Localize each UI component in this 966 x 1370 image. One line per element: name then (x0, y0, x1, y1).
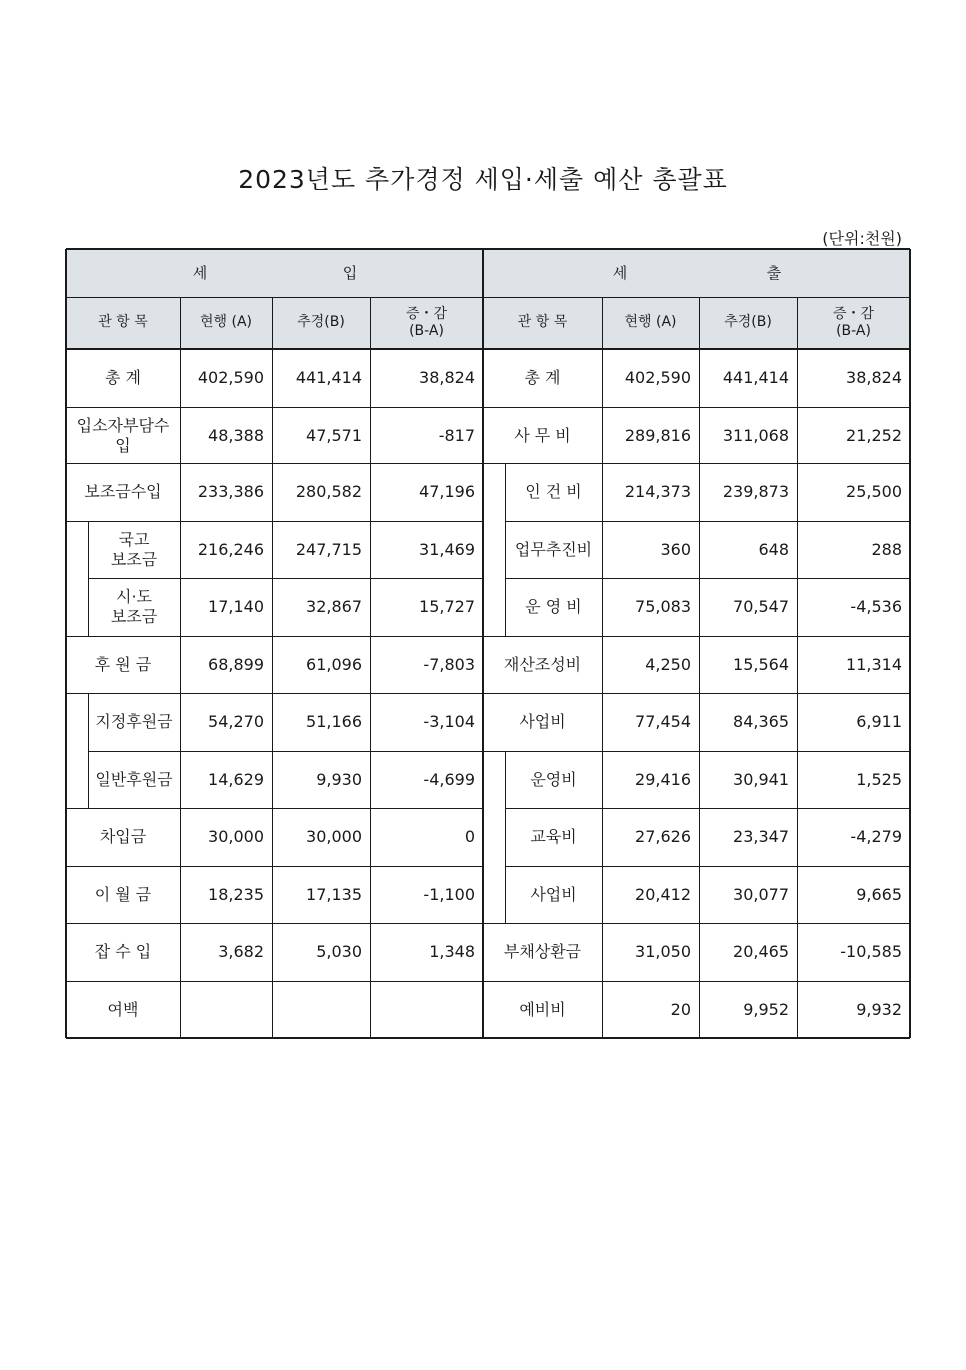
grid-line (180, 866, 483, 867)
expense-item-label: 사업비 (519, 711, 566, 731)
grid-line (483, 407, 602, 408)
revenue-item-label: 잡 수 입 (94, 941, 152, 961)
revenue-revised-value: 30,000 (306, 826, 362, 846)
revenue-diff-value: 15,727 (419, 596, 475, 616)
grid-line (602, 981, 910, 982)
expense-diff-value: -4,279 (850, 826, 902, 846)
unit-label: (단위:천원) (822, 229, 902, 248)
col-expense-revised: 추경(B) (724, 314, 772, 331)
expense-current-value: 29,416 (635, 769, 691, 789)
expense-diff-value: 11,314 (846, 654, 902, 674)
grid-line (602, 693, 910, 694)
revenue-item-label: 차입금 (99, 826, 147, 846)
grid-line (482, 249, 484, 1038)
grid-line (505, 866, 602, 867)
expense-revised-value: 441,414 (722, 367, 789, 387)
grid-line (602, 636, 910, 637)
expense-current-value: 75,083 (635, 596, 691, 616)
expense-item-label: 운 영 비 (525, 596, 582, 616)
revenue-diff-value: 1,348 (429, 941, 475, 961)
grid-line (370, 297, 371, 1038)
expense-current-value: 289,816 (624, 425, 691, 445)
grid-line (483, 923, 602, 924)
expense-diff-value: 21,252 (846, 425, 902, 445)
revenue-current-value: 30,000 (208, 826, 264, 846)
grid-line (483, 751, 602, 752)
revenue-revised-value: 5,030 (316, 941, 362, 961)
grid-line (66, 463, 180, 464)
expense-current-value: 4,250 (645, 654, 691, 674)
grid-line (180, 693, 483, 694)
grid-line (88, 751, 180, 752)
grid-line (602, 521, 910, 522)
grid-line (483, 693, 602, 694)
revenue-revised-value: 32,867 (306, 596, 362, 616)
expense-item-label: 사 무 비 (514, 425, 571, 445)
grid-line (180, 636, 483, 637)
revenue-item-label: 일반후원금 (95, 769, 173, 789)
expense-diff-value: 38,824 (846, 367, 902, 387)
grid-line (602, 751, 910, 752)
grid-line (180, 751, 483, 752)
expense-current-value: 20,412 (635, 884, 691, 904)
revenue-item-label: 여백 (107, 999, 139, 1019)
revenue-current-value: 14,629 (208, 769, 264, 789)
grid-line (602, 923, 910, 924)
revenue-revised-value: 441,414 (295, 367, 362, 387)
grid-line (180, 808, 483, 809)
expense-diff-value: 9,932 (856, 999, 902, 1019)
revenue-revised-value: 61,096 (306, 654, 362, 674)
expense-header-char-2: 출 (766, 263, 782, 282)
revenue-header-char-2: 입 (342, 263, 358, 282)
revenue-item-label: 총 계 (105, 367, 141, 387)
expense-header-char-1: 세 (612, 263, 628, 282)
revenue-current-value: 68,899 (208, 654, 264, 674)
revenue-item-label: 이 월 금 (94, 884, 152, 904)
col-expense-diff: 증・감 (B-A) (832, 305, 875, 339)
revenue-item-label: 시·도 보조금 (110, 586, 158, 626)
revenue-current-value (180, 981, 272, 1038)
page-title: 2023년도 추가경정 세입·세출 예산 총괄표 (238, 165, 728, 194)
expense-revised-value: 30,077 (733, 884, 789, 904)
col-revenue-revised: 추경(B) (297, 314, 345, 331)
grid-line (180, 578, 483, 579)
grid-line (66, 693, 180, 694)
revenue-diff-value (370, 981, 483, 1038)
expense-item-label: 예비비 (519, 999, 566, 1019)
revenue-item-label: 지정후원금 (95, 711, 173, 731)
col-revenue-diff: 증・감 (B-A) (405, 305, 448, 339)
revenue-diff-value: 0 (464, 826, 475, 846)
grid-line (483, 463, 602, 464)
revenue-revised-value: 247,715 (295, 539, 362, 559)
expense-item-label: 부채상환금 (503, 941, 582, 961)
grid-line (180, 297, 181, 1038)
expense-current-value: 77,454 (635, 711, 691, 731)
expense-item-label: 총 계 (524, 367, 561, 387)
grid-line (602, 297, 603, 1038)
grid-line (505, 751, 506, 923)
expense-item-label: 운영비 (530, 769, 577, 789)
grid-line (88, 578, 180, 579)
grid-line (66, 636, 180, 637)
expense-item-label: 업무추진비 (514, 539, 593, 559)
expense-item-label: 재산조성비 (503, 654, 582, 674)
revenue-diff-value: 31,469 (419, 539, 475, 559)
grid-line (66, 923, 180, 924)
grid-line (66, 981, 180, 982)
grid-line (602, 866, 910, 867)
revenue-current-value: 18,235 (208, 884, 264, 904)
grid-line (66, 348, 910, 350)
grid-line (180, 521, 483, 522)
expense-revised-value: 648 (758, 539, 789, 559)
col-revenue-item: 관 항 목 (98, 314, 148, 331)
grid-line (66, 407, 180, 408)
grid-line (602, 407, 910, 408)
grid-line (505, 808, 602, 809)
expense-current-value: 27,626 (635, 826, 691, 846)
revenue-current-value: 3,682 (218, 941, 264, 961)
grid-line (180, 923, 483, 924)
revenue-diff-value: -7,803 (423, 654, 475, 674)
expense-revised-value: 20,465 (733, 941, 789, 961)
revenue-item-label: 보조금수입 (84, 481, 162, 501)
revenue-revised-value (272, 981, 370, 1038)
revenue-item-label: 후 원 금 (94, 654, 152, 674)
expense-revised-value: 9,952 (743, 999, 789, 1019)
grid-line (66, 1037, 910, 1039)
grid-line (66, 808, 180, 809)
grid-line (483, 981, 602, 982)
expense-diff-value: 288 (871, 539, 902, 559)
expense-diff-value: -4,536 (850, 596, 902, 616)
grid-line (505, 463, 506, 636)
revenue-diff-value: -1,100 (423, 884, 475, 904)
grid-line (66, 521, 180, 522)
expense-revised-value: 23,347 (733, 826, 789, 846)
expense-diff-value: -10,585 (840, 941, 902, 961)
expense-revised-value: 311,068 (722, 425, 789, 445)
grid-line (505, 521, 602, 522)
col-expense-item: 관 항 목 (517, 314, 568, 331)
revenue-item-label: 입소자부담수 입 (76, 415, 170, 455)
revenue-current-value: 54,270 (208, 711, 264, 731)
grid-line (505, 578, 602, 579)
expense-item-label: 인 건 비 (525, 481, 582, 501)
grid-line (483, 636, 602, 637)
revenue-header-char-1: 세 (192, 263, 208, 282)
expense-revised-value: 239,873 (722, 481, 789, 501)
grid-line (180, 407, 483, 408)
expense-item-label: 교육비 (530, 826, 577, 846)
revenue-current-value: 48,388 (208, 425, 264, 445)
grid-line (180, 981, 483, 982)
revenue-current-value: 17,140 (208, 596, 264, 616)
expense-current-value: 402,590 (624, 367, 691, 387)
revenue-diff-value: -817 (438, 425, 475, 445)
revenue-revised-value: 47,571 (306, 425, 362, 445)
revenue-revised-value: 51,166 (306, 711, 362, 731)
grid-line (602, 463, 910, 464)
grid-line (602, 808, 910, 809)
expense-diff-value: 6,911 (856, 711, 902, 731)
revenue-revised-value: 17,135 (306, 884, 362, 904)
col-revenue-current: 현행 (A) (200, 314, 252, 331)
grid-line (797, 297, 798, 1038)
grid-line (602, 578, 910, 579)
grid-line (909, 249, 911, 1038)
revenue-current-value: 402,590 (197, 367, 264, 387)
revenue-revised-value: 9,930 (316, 769, 362, 789)
expense-current-value: 214,373 (624, 481, 691, 501)
expense-current-value: 31,050 (635, 941, 691, 961)
revenue-diff-value: 47,196 (419, 481, 475, 501)
expense-diff-value: 9,665 (856, 884, 902, 904)
expense-item-label: 사업비 (530, 884, 577, 904)
revenue-diff-value: -3,104 (423, 711, 475, 731)
revenue-revised-value: 280,582 (295, 481, 362, 501)
revenue-diff-value: -4,699 (423, 769, 475, 789)
revenue-item-label: 국고 보조금 (110, 529, 158, 569)
expense-current-value: 360 (660, 539, 691, 559)
grid-line (180, 463, 483, 464)
revenue-diff-value: 38,824 (419, 367, 475, 387)
grid-line (65, 249, 67, 1038)
col-expense-current: 현행 (A) (624, 314, 677, 331)
expense-revised-value: 84,365 (733, 711, 789, 731)
expense-revised-value: 15,564 (733, 654, 789, 674)
grid-line (66, 248, 910, 250)
grid-line (66, 297, 910, 298)
expense-current-value: 20 (670, 999, 691, 1019)
revenue-current-value: 233,386 (197, 481, 264, 501)
expense-revised-value: 30,941 (733, 769, 789, 789)
grid-line (699, 297, 700, 1038)
grid-line (272, 297, 273, 1038)
expense-revised-value: 70,547 (733, 596, 789, 616)
grid-line (66, 866, 180, 867)
expense-diff-value: 25,500 (846, 481, 902, 501)
expense-diff-value: 1,525 (856, 769, 902, 789)
revenue-current-value: 216,246 (197, 539, 264, 559)
